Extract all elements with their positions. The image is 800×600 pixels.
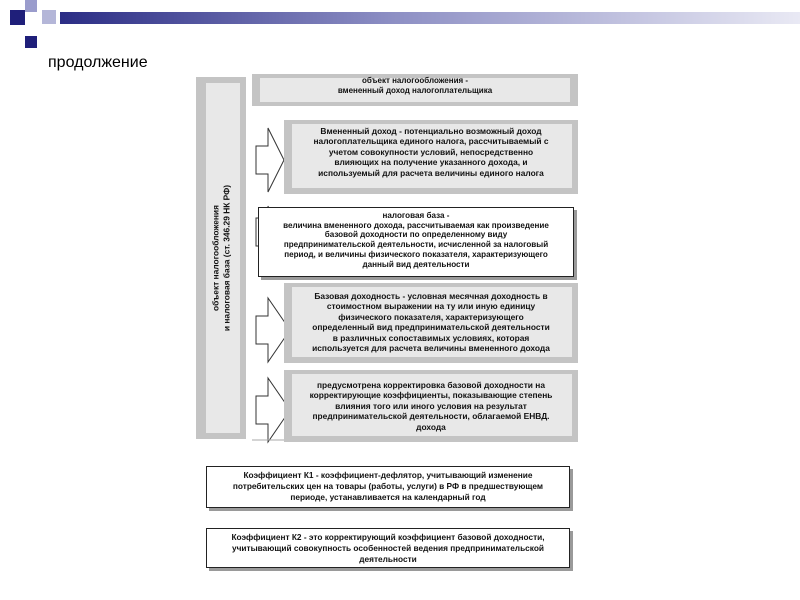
tax-base-box [258, 207, 574, 277]
arrow-1 [256, 128, 284, 192]
base-yield-box [284, 283, 578, 363]
box1-line1: Вмененный доход - потенциально возможный доход [320, 126, 542, 136]
box1-line2: налогоплательщика единого налога, рассчитываемый с [313, 136, 549, 147]
box4-line3: влияния того или иного условия на результат [335, 400, 527, 411]
box2-line5: период, и величины физического показателя, характеризующего [284, 249, 548, 259]
k1-line1: Коэффициент К1 - коэффициент-дефлятор, учитывающий изменение [243, 470, 533, 480]
box3-line1: Базовая доходность - условная месячная доходность в [314, 291, 548, 301]
k1-line3: периоде, устанавливается на календарный год [290, 492, 486, 502]
box1-line5: используемый для расчета величины единого налога [318, 167, 544, 178]
box3-line6: используется для расчета величины вмененного дохода [312, 343, 550, 354]
k2-box [206, 528, 570, 568]
box4-line4: предпринимательской деятельности, облагаемой ЕНВД. [312, 411, 550, 422]
box4-line5: дохода [416, 421, 446, 432]
top-box-line2: вмененный доход налогоплательщика [337, 86, 493, 96]
top-box [252, 74, 578, 106]
box2-line2: величина вмененного дохода, рассчитываемая как произведение [283, 220, 549, 230]
k2-line2: учитывающий совокупность особенностей ведения предпринимательской [231, 543, 545, 553]
k1-line2: потребительских цен на товары (работы, услуги) в РФ в предшествующем [232, 481, 544, 491]
box3-line4: определенный вид предпринимательской деятельности [312, 322, 550, 333]
page-title: продолжение [48, 54, 148, 71]
box3-line2: стоимостном выражении на ту или иную единицу [326, 301, 536, 312]
box2-line1: налоговая база - [382, 211, 450, 220]
k2-line1: Коэффициент К2 - это корректирующий коэффициент базовой доходности, [231, 532, 545, 542]
correction-box [284, 370, 578, 442]
k2-line3: деятельности [359, 554, 417, 564]
box4-line1: предусмотрена корректировка базовой доходности на [317, 380, 545, 390]
box3-line5: в различных сопоставимых условиях, которая [332, 332, 530, 343]
box2-line6: данный вид деятельности [362, 259, 470, 269]
box4-line2: корректирующие коэффициенты, показывающие степень [309, 390, 553, 401]
vertical-label-line2: и налоговая база (ст. 346.29 НК РФ) [221, 184, 231, 332]
box3-line3: физического показателя, характеризующего [338, 311, 524, 322]
box2-line4: предпринимательской деятельности, исчисленной за налоговый [283, 240, 549, 250]
box1-line4: влияющих на получение указанного дохода, и [334, 157, 528, 168]
box1-line3: учетом совокупности условий, непосредственно [328, 146, 534, 157]
box2-line3: базовой доходности по определенному виду [324, 230, 508, 240]
imputed-income-box [284, 120, 578, 194]
vertical-label-line1: объект налогообложения [210, 205, 221, 311]
top-box-line1: объект налогообложения - [361, 76, 469, 85]
k1-box [206, 466, 570, 508]
